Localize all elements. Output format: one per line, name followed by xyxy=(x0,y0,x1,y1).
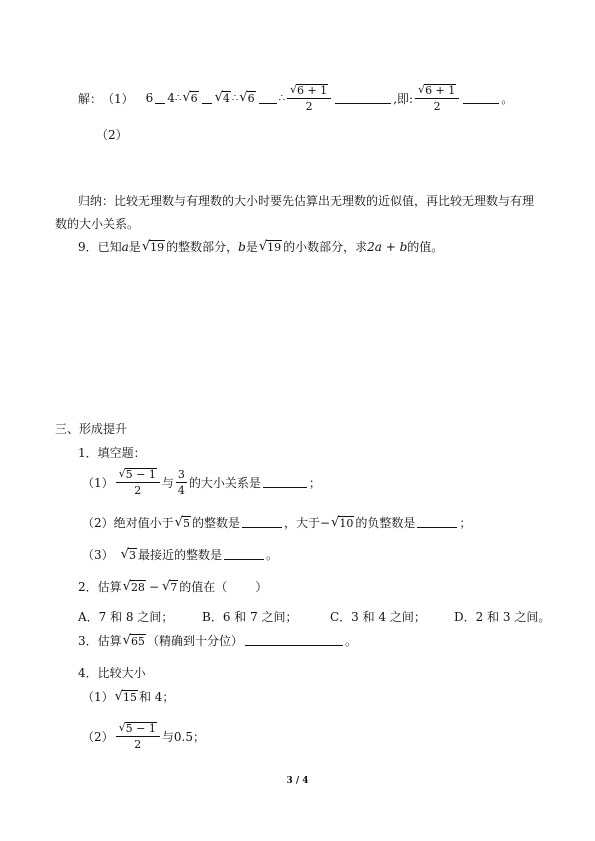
sqrt-19-a: √ 19 xyxy=(141,238,165,254)
question-3 xyxy=(78,632,357,649)
part-1-label: （1） xyxy=(102,91,134,106)
sqrt-6-b: √ 6 xyxy=(239,90,255,105)
q1-title xyxy=(78,444,146,461)
section-3-title xyxy=(55,420,127,437)
sqrt-7: √ 7 xyxy=(162,578,178,594)
sqrt-4: √ 4 xyxy=(214,90,230,105)
q4-part-1 xyxy=(82,688,174,705)
question-2 xyxy=(78,578,267,595)
sqrt-15: √ 15 xyxy=(114,688,137,704)
q1-3-tail: 最接近的整数是 xyxy=(137,548,222,562)
q1-2-end: ； xyxy=(459,516,472,530)
therefore-2: ∴ xyxy=(231,92,239,104)
option-d[interactable]: D．2 和 3 之间。 xyxy=(454,610,551,624)
q9-is: 是 xyxy=(128,240,141,254)
q1-3-end: 。 xyxy=(265,548,278,562)
summary-line-2 xyxy=(55,215,139,232)
q9-dec-part: 的小数部分，求 xyxy=(283,240,368,254)
q1-2-tail: 的负整数是 xyxy=(355,516,416,530)
sqrt-10: √ 10 xyxy=(331,514,354,530)
fraction-sqrt5-minus1-over2: √ 5 − 1 2 xyxy=(116,468,160,496)
sqrt-28: √ 28 xyxy=(122,578,145,594)
q1-1-tail: 的大小关系是 xyxy=(188,475,261,490)
sqrt-6-a: √ 6 xyxy=(182,90,198,105)
q1-2-mid: 的整数是 xyxy=(191,516,240,530)
q9-tail: 的值。 xyxy=(407,240,444,254)
q1-3-answer-blank[interactable] xyxy=(224,549,264,560)
part-2-text: （2） xyxy=(96,128,128,142)
number-six: 6 xyxy=(145,91,154,105)
part-2-label xyxy=(96,126,128,143)
q1-2-label: （2）绝对值小于 xyxy=(82,516,174,530)
q2-tail: 的值在（ xyxy=(179,580,228,594)
q2-options xyxy=(78,608,550,625)
q4-title-text: 4．比较大小 xyxy=(78,666,146,680)
q1-2-negative: − xyxy=(319,515,331,530)
fraction-3-over-4: $\frac{3}{4}$ xyxy=(177,467,185,497)
q4-1-tail: 和 4； xyxy=(138,690,175,704)
period-1: 。 xyxy=(501,91,514,106)
summary-text-1: 归纳：比较无理数与有理数的大小时要先估算出无理数的近似值，再比较无理数与有理 xyxy=(78,194,535,208)
q2-close-paren: ） xyxy=(255,580,268,594)
sqrt-19-b: √ 19 xyxy=(258,238,282,254)
solution-line-1 xyxy=(78,84,513,112)
q1-2-answer-blank-1[interactable] xyxy=(242,517,282,528)
q1-1-answer-blank[interactable] xyxy=(263,477,307,488)
option-c[interactable]: C．3 和 4 之间； xyxy=(330,610,426,624)
q9-int-part: 的整数部分， xyxy=(166,240,239,254)
q1-title-text: 1．填空题： xyxy=(78,446,146,460)
q3-answer-blank[interactable] xyxy=(245,635,343,646)
q1-2-mid-2: ，大于 xyxy=(283,516,320,530)
summary-line-1 xyxy=(78,192,534,209)
q1-part-1 xyxy=(82,468,321,496)
q9-is-2: 是 xyxy=(245,240,258,254)
q9-prefix: 9．已知 xyxy=(78,240,122,254)
blank-1 xyxy=(155,93,165,104)
blank-2 xyxy=(202,93,212,104)
q3-end: 。 xyxy=(344,634,357,648)
q9-expression: 2a + b xyxy=(367,239,408,254)
fraction-sqrt6-plus1-over2: √ 6 + 1 2 xyxy=(287,84,331,112)
question-9 xyxy=(78,238,443,255)
q1-part-3 xyxy=(82,546,278,563)
fraction-sqrt5-minus1-over2-b: √ 5 − 1 2 xyxy=(116,722,160,750)
option-a[interactable]: A．7 和 8 之间； xyxy=(78,610,174,624)
sqrt-3: √ 3 xyxy=(120,546,136,562)
blank-5 xyxy=(463,93,499,104)
q3-tail: （精确到十分位） xyxy=(146,634,243,648)
q2-minus: − xyxy=(148,579,159,594)
q4-2-tail: 与0.5； xyxy=(161,729,205,744)
q9-var-b: b xyxy=(238,239,246,254)
q1-1-end: ； xyxy=(308,475,321,490)
q1-2-answer-blank-2[interactable] xyxy=(417,517,457,528)
q3-prefix: 3．估算 xyxy=(78,634,122,648)
comma-ji: ,即: xyxy=(393,91,414,106)
q1-1-and: 与 xyxy=(161,475,174,490)
solution-label: 解： xyxy=(78,91,103,106)
sqrt-5: √ 5 xyxy=(174,514,190,530)
blank-3 xyxy=(259,93,277,104)
option-b[interactable]: B．6 和 7 之间； xyxy=(202,610,298,624)
sqrt-65: √ 65 xyxy=(122,632,145,648)
q1-3-label: （3） xyxy=(82,548,114,562)
q4-2-label: （2） xyxy=(82,729,114,744)
page-number-text: 3 / 4 xyxy=(286,776,309,786)
q4-part-2 xyxy=(82,722,205,750)
fraction-sqrt6-plus1-over2-b: √ 6 + 1 2 xyxy=(415,84,459,112)
question-4-title xyxy=(78,664,146,681)
therefore-1: ∴ xyxy=(174,92,182,104)
q1-part-2 xyxy=(82,514,471,531)
section-3-title-text: 三、形成提升 xyxy=(55,422,128,436)
q9-var-a: a xyxy=(121,239,129,254)
q4-1-label: （1） xyxy=(82,690,114,704)
number-four: 4 xyxy=(167,91,175,105)
q2-prefix: 2．估算 xyxy=(78,580,122,594)
summary-text-2: 数的大小关系。 xyxy=(55,217,140,231)
therefore-3: ∴ xyxy=(278,92,285,104)
blank-4 xyxy=(335,93,391,104)
q1-1-label: （1） xyxy=(82,475,114,490)
page-number xyxy=(0,776,595,786)
